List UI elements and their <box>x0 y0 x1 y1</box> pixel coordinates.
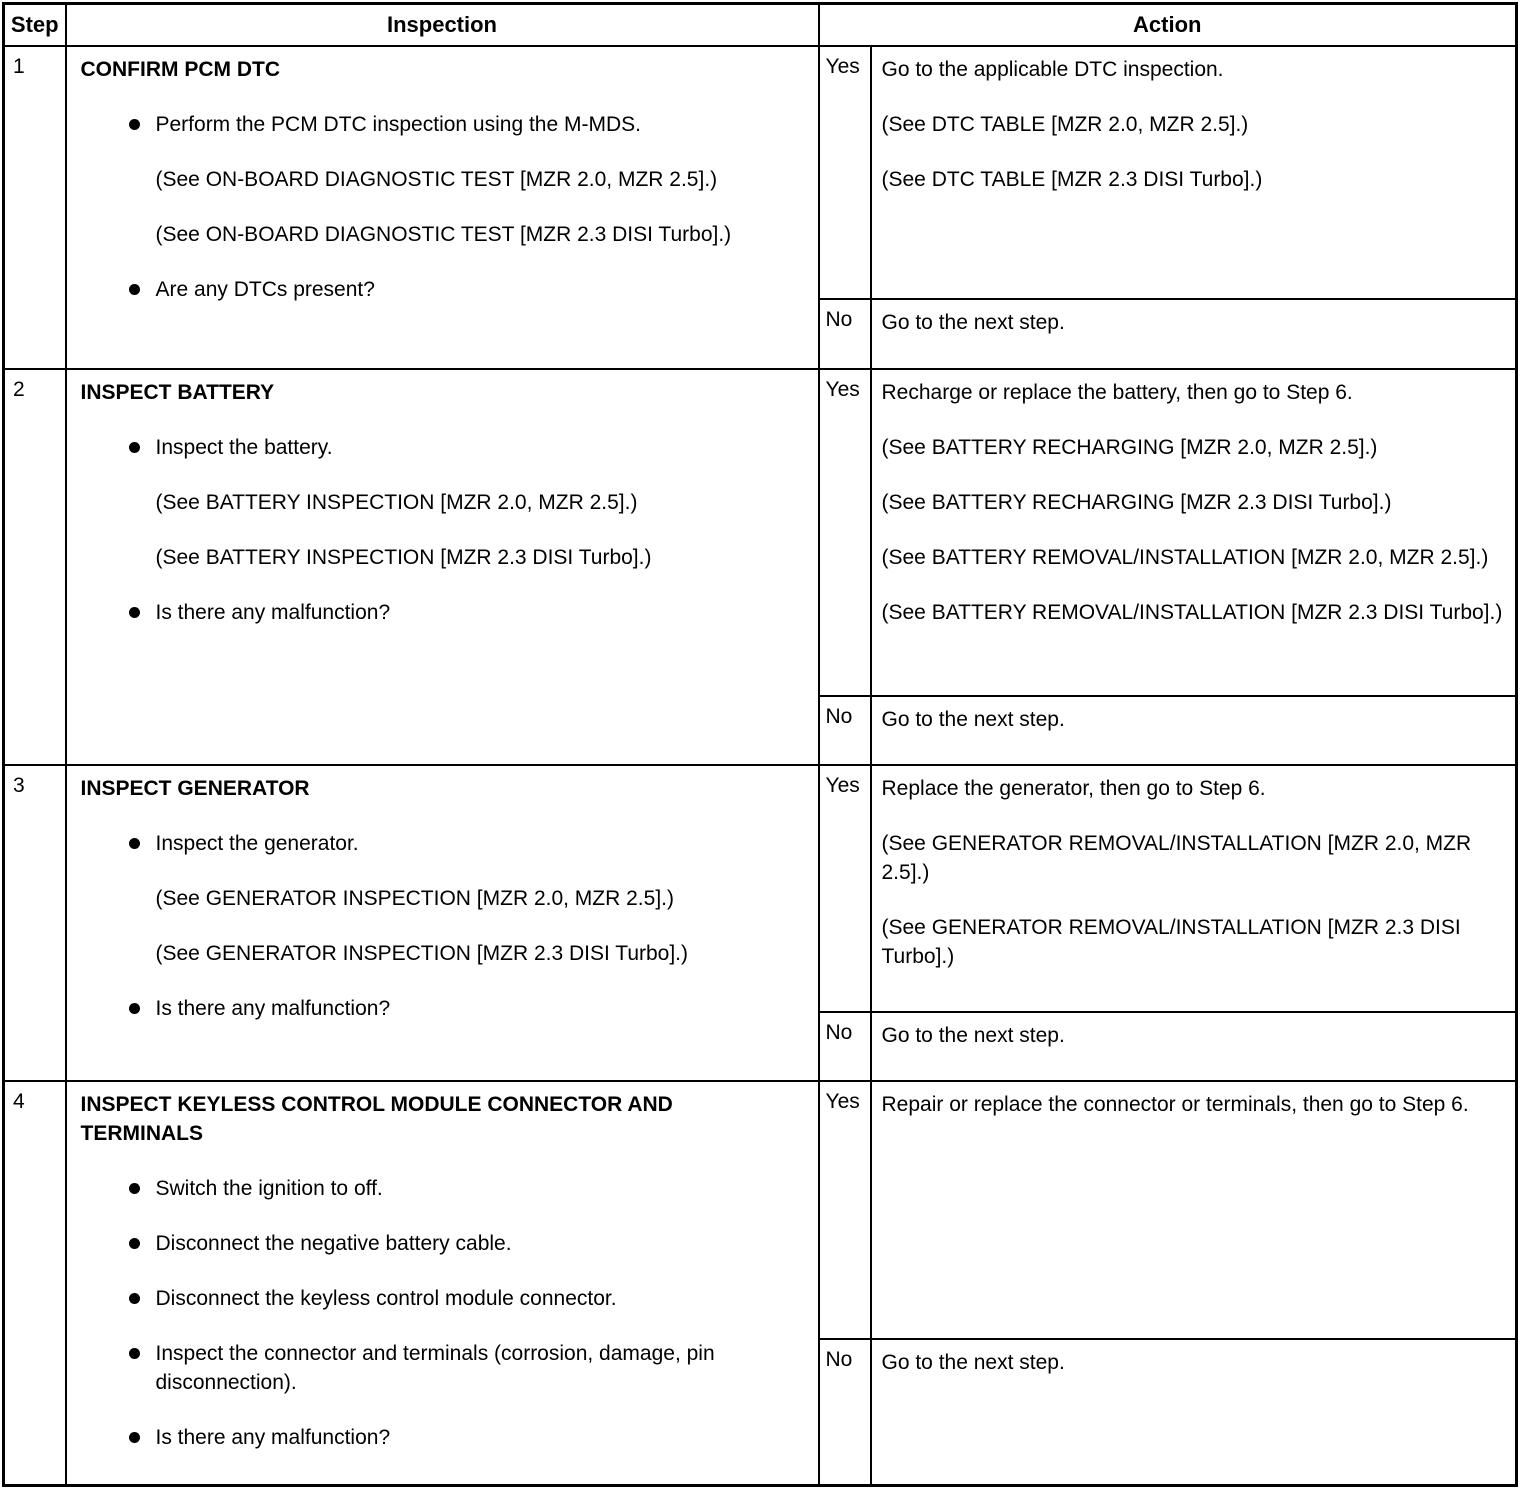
bullet-icon <box>129 284 140 295</box>
see-reference: (See GENERATOR INSPECTION [MZR 2.0, MZR 2.5].) <box>155 887 674 910</box>
see-reference: (See GENERATOR REMOVAL/INSTALLATION [MZR 2.3 DISI Turbo].) <box>881 916 1461 968</box>
yes-action-cell <box>871 46 1517 299</box>
action-text: Go to the next step. <box>881 311 1065 334</box>
list-item <box>129 433 796 598</box>
bullet-icon <box>129 1238 140 1249</box>
no-label: No <box>819 1012 871 1081</box>
bullet-text: Is there any malfunction? <box>155 1426 391 1449</box>
table-row <box>4 46 1517 299</box>
bullet-text: Perform the PCM DTC inspection using the M-MDS. <box>155 113 641 136</box>
bullet-icon <box>129 1432 140 1443</box>
table-row <box>4 765 1517 1012</box>
bullet-icon <box>129 1348 140 1359</box>
no-action-cell <box>871 696 1517 765</box>
yes-action-cell <box>871 765 1517 1012</box>
bullet-icon <box>129 1293 140 1304</box>
no-action-cell <box>871 299 1517 369</box>
inspection-cell <box>66 1081 819 1486</box>
bullet-text: Are any DTCs present? <box>155 278 375 301</box>
see-reference: (See BATTERY INSPECTION [MZR 2.3 DISI Turbo].) <box>155 546 652 569</box>
see-reference: (See BATTERY RECHARGING [MZR 2.3 DISI Turbo].) <box>881 491 1392 514</box>
troubleshooting-table <box>2 2 1518 1487</box>
bullet-text: Is there any malfunction? <box>155 997 391 1020</box>
bullet-text: Disconnect the negative battery cable. <box>155 1232 512 1255</box>
bullet-icon <box>129 838 140 849</box>
bullet-text: Is there any malfunction? <box>155 601 391 624</box>
list-item <box>129 598 796 653</box>
no-label: No <box>819 1339 871 1486</box>
yes-action-cell <box>871 369 1517 696</box>
list-item <box>129 1339 796 1423</box>
action-text: Go to the next step. <box>881 708 1065 731</box>
step-number: 4 <box>4 1081 66 1486</box>
step-number: 2 <box>4 369 66 765</box>
bullet-text: Switch the ignition to off. <box>155 1177 383 1200</box>
inspection-title: INSPECT KEYLESS CONTROL MODULE CONNECTOR AND TERMINALS <box>80 1093 673 1145</box>
see-reference: (See DTC TABLE [MZR 2.0, MZR 2.5].) <box>881 113 1249 136</box>
list-item <box>129 1174 796 1229</box>
no-action-cell <box>871 1339 1517 1486</box>
inspection-title: INSPECT GENERATOR <box>80 777 310 800</box>
inspection-cell <box>66 765 819 1081</box>
see-reference: (See DTC TABLE [MZR 2.3 DISI Turbo].) <box>881 168 1263 191</box>
yes-label: Yes <box>819 46 871 299</box>
list-item <box>129 1284 796 1339</box>
inspection-cell <box>66 46 819 369</box>
list-item <box>129 829 796 994</box>
see-reference: (See BATTERY INSPECTION [MZR 2.0, MZR 2.5].) <box>155 491 638 514</box>
bullet-icon <box>129 119 140 130</box>
see-reference: (See BATTERY RECHARGING [MZR 2.0, MZR 2.5].) <box>881 436 1378 459</box>
step-number: 1 <box>4 46 66 369</box>
see-reference: (See ON-BOARD DIAGNOSTIC TEST [MZR 2.3 DISI Turbo].) <box>155 223 732 246</box>
bullet-icon <box>129 1183 140 1194</box>
table-row <box>4 1081 1517 1339</box>
see-reference: (See GENERATOR REMOVAL/INSTALLATION [MZR 2.0, MZR 2.5].) <box>881 832 1472 884</box>
yes-label: Yes <box>819 765 871 1012</box>
see-reference: (See ON-BOARD DIAGNOSTIC TEST [MZR 2.0, MZR 2.5].) <box>155 168 718 191</box>
bullet-icon <box>129 442 140 453</box>
header-row <box>4 4 1517 47</box>
bullet-text: Disconnect the keyless control module connector. <box>155 1287 617 1310</box>
inspection-title: INSPECT BATTERY <box>80 381 275 404</box>
no-label: No <box>819 696 871 765</box>
see-reference: (See BATTERY REMOVAL/INSTALLATION [MZR 2.0, MZR 2.5].) <box>881 546 1489 569</box>
column-header-action: Action <box>819 4 1517 47</box>
action-text: Go to the applicable DTC inspection. <box>881 58 1224 81</box>
bullet-text: Inspect the connector and terminals (corrosion, damage, pin disconnection). <box>155 1342 715 1394</box>
action-text: Go to the next step. <box>881 1350 1065 1374</box>
column-header-step: Step <box>4 4 66 47</box>
list-item <box>129 1229 796 1284</box>
list-item <box>129 110 796 275</box>
bullet-text: Inspect the generator. <box>155 832 359 855</box>
bullet-icon <box>129 1003 140 1014</box>
list-item <box>129 275 796 330</box>
list-item <box>129 994 796 1049</box>
table-row <box>4 369 1517 696</box>
action-text: Recharge or replace the battery, then go to Step 6. <box>881 381 1353 404</box>
action-text: Go to the next step. <box>881 1024 1065 1047</box>
yes-label: Yes <box>819 1081 871 1339</box>
bullet-icon <box>129 607 140 618</box>
no-label: No <box>819 299 871 369</box>
see-reference: (See GENERATOR INSPECTION [MZR 2.3 DISI Turbo].) <box>155 942 689 965</box>
yes-action-cell <box>871 1081 1517 1339</box>
bullet-text: Inspect the battery. <box>155 436 333 459</box>
yes-label: Yes <box>819 369 871 696</box>
inspection-cell <box>66 369 819 765</box>
column-header-inspection: Inspection <box>66 4 819 47</box>
see-reference: (See BATTERY REMOVAL/INSTALLATION [MZR 2.3 DISI Turbo].) <box>881 601 1503 624</box>
action-text: Repair or replace the connector or terminals, then go to Step 6. <box>881 1093 1469 1116</box>
no-action-cell <box>871 1012 1517 1081</box>
inspection-title: CONFIRM PCM DTC <box>80 58 280 81</box>
step-number: 3 <box>4 765 66 1081</box>
list-item <box>129 1423 796 1478</box>
action-text: Replace the generator, then go to Step 6. <box>881 777 1266 800</box>
